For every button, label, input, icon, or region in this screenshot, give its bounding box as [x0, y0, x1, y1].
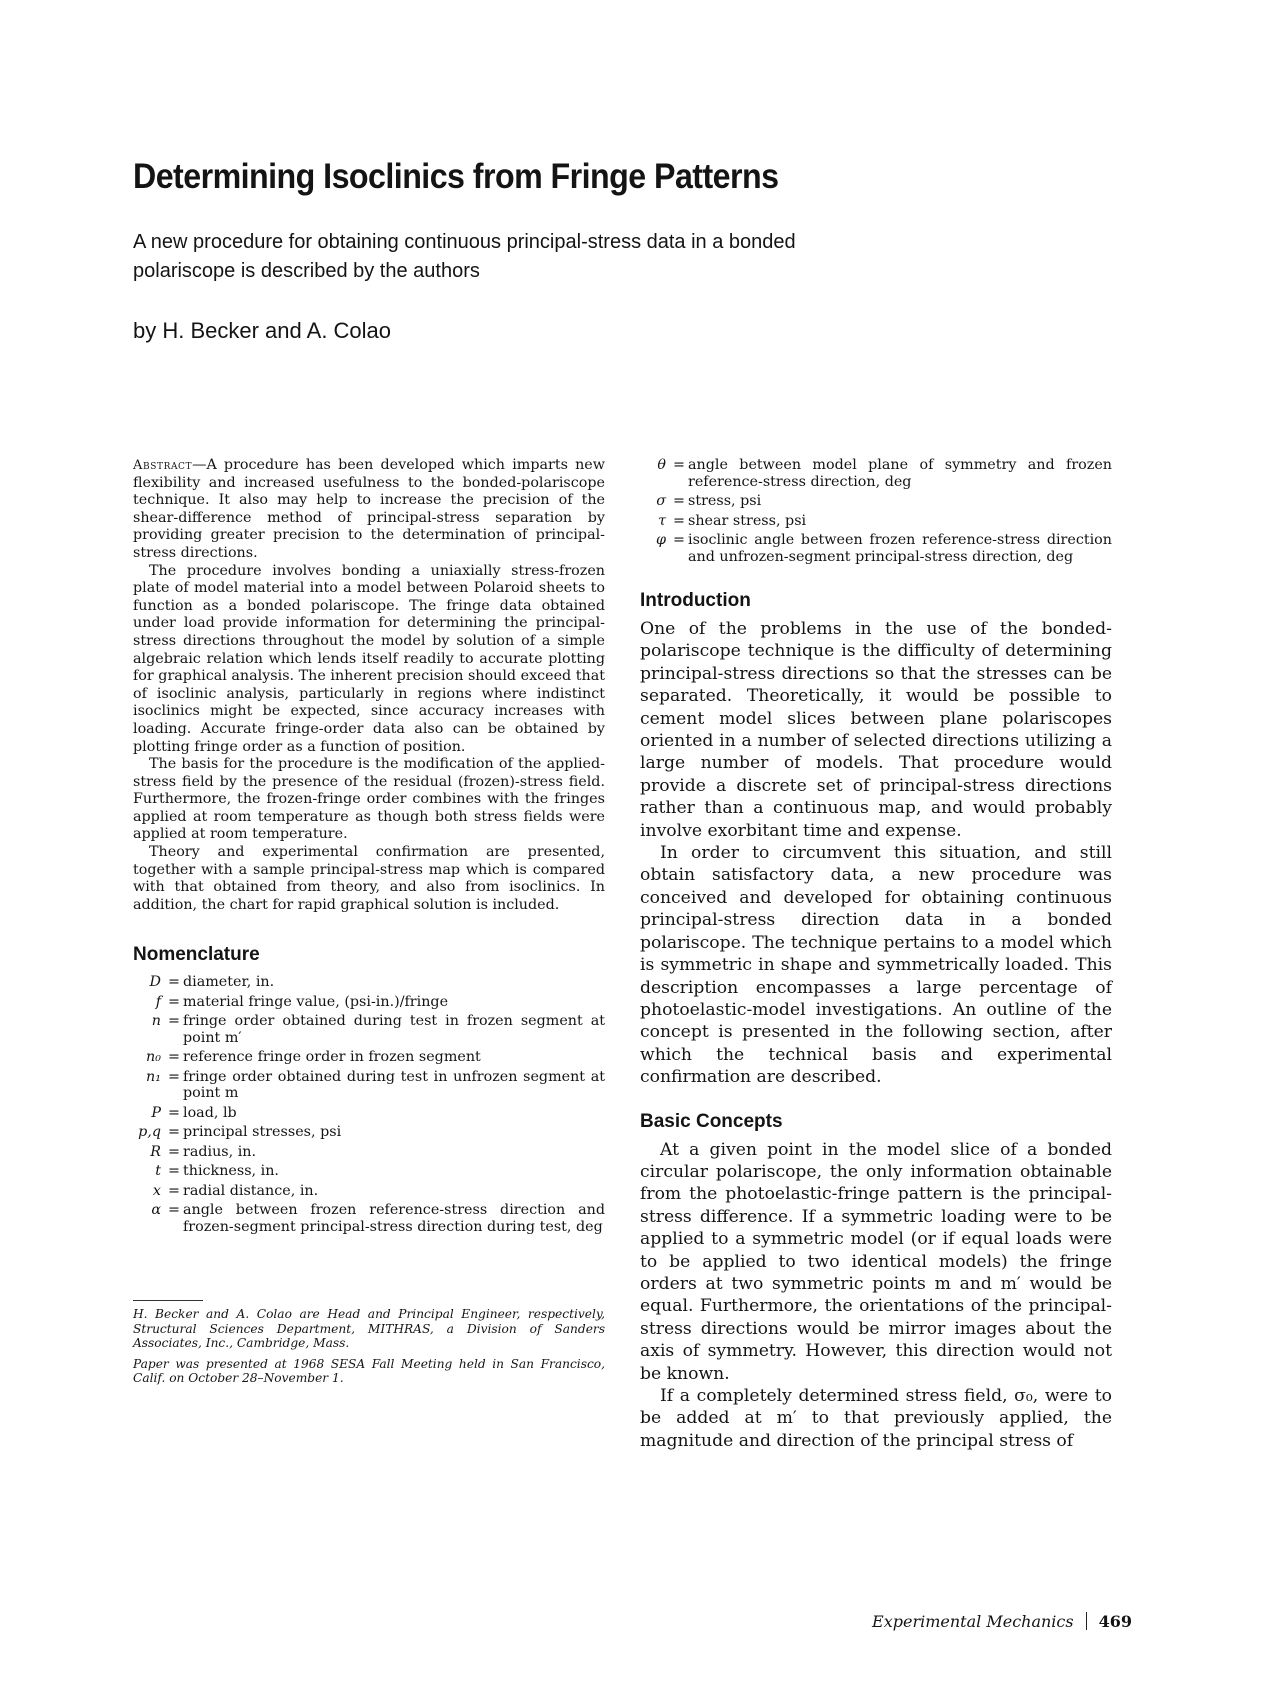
article-subtitle: A new procedure for obtaining continuous principal-stress data in a bonded polariscope is described by the authors [133, 231, 796, 282]
equals-sign: = [673, 512, 685, 529]
nomenclature-symbol: t [155, 1163, 161, 1180]
equals-sign: = [673, 532, 685, 548]
footer-divider [1086, 1612, 1087, 1630]
nomenclature-symbol: τ [658, 512, 666, 529]
nomenclature-definition: material fringe value, (psi-in.)/fringe [183, 993, 449, 1010]
equals-sign: = [168, 1049, 180, 1066]
nomenclature-entry [133, 1105, 605, 1125]
equals-sign: = [168, 1202, 180, 1219]
abstract-paragraph [133, 457, 605, 563]
nomenclature-symbol: f [155, 993, 161, 1010]
nomenclature-list [133, 974, 605, 1238]
nomenclature-definition: reference fringe order in frozen segment [183, 1049, 481, 1066]
article-title: Determining Isoclinics from Fringe Patterns [133, 157, 779, 197]
equals-sign: = [168, 1182, 180, 1199]
nomenclature-entry [133, 1013, 605, 1049]
abstract-paragraph: The basis for the procedure is the modification of the applied-stress field by the presence of the residual (frozen)-stress field. Furthermore, the frozen-fringe order combines with the fringes applied at room temperature as though both stress fields were applied at room temperature. [133, 756, 605, 843]
equals-sign: = [168, 993, 180, 1010]
nomenclature-symbol: σ [656, 493, 666, 509]
nomenclature-entry [133, 1124, 605, 1144]
footnote-rule [133, 1300, 203, 1301]
nomenclature-symbol: P [151, 1104, 161, 1121]
nomenclature-entry [133, 974, 605, 994]
nomenclature-symbol: φ [655, 532, 666, 548]
nomenclature-definition: load, lb [183, 1104, 237, 1121]
basic-concepts-heading: Basic Concepts [640, 1110, 783, 1132]
nomenclature-definition: shear stress, psi [688, 512, 807, 529]
abstract [133, 457, 605, 914]
nomenclature-definition: radius, in. [183, 1143, 257, 1160]
journal-name: Experimental Mechanics [872, 1612, 1074, 1631]
nomenclature-symbol: θ [657, 457, 666, 473]
nomenclature-definition: stress, psi [688, 493, 762, 509]
nomenclature-entry [133, 994, 605, 1014]
nomenclature-entry [640, 457, 1112, 493]
right-column [640, 457, 1112, 1452]
nomenclature-symbol: α [151, 1202, 161, 1219]
meeting-footnote: Paper was presented at 1968 SESA Fall Meeting held in San Francisco, Calif. on October 28–November 1. [133, 1356, 605, 1386]
basic-concepts-paragraph: At a given point in the model slice of a bonded circular polariscope, the only information obtainable from the photoelastic-fringe pattern is the principal-stress difference. If a symmetric loading were to be applied to a symmetric model (or if equal loads were to be applied to two identical models) the fringe orders at two symmetric points m and m′ would be equal. Furthermore, the orientations of the principal-stress directions would be mirror images about the axis of symmetry. However, this direction would not be known. [640, 1139, 1112, 1384]
byline: by H. Becker and A. Colao [133, 318, 392, 343]
nomenclature-definition: fringe order obtained during test in frozen segment at point m′ [183, 1013, 605, 1046]
nomenclature-entry [133, 1202, 605, 1238]
nomenclature-entry [640, 532, 1112, 568]
nomenclature-definition: radial distance, in. [183, 1182, 319, 1199]
nomenclature-symbol: n₁ [146, 1068, 161, 1085]
nomenclature-entry [133, 1049, 605, 1069]
abstract-text: —A procedure has been developed which imparts new flexibility and increased usefulness to the bonded-polariscope technique. It also may help to increase the precision of the shear-difference method of principal-stress separation by providing greater precision to the determination of principal-stress directions. [133, 457, 605, 561]
nomenclature-definition: angle between frozen reference-stress direction and frozen-segment principal-stress direction during test, deg [183, 1202, 605, 1235]
nomenclature-definition: fringe order obtained during test in unfrozen segment at point m [183, 1068, 605, 1102]
nomenclature-symbol: n [151, 1013, 161, 1030]
nomenclature-symbol: x [152, 1182, 161, 1199]
equals-sign: = [168, 1104, 180, 1121]
abstract-label: Abstract [133, 458, 193, 473]
author-footnote: H. Becker and A. Colao are Head and Principal Engineer, respectively, Structural Sciences Department, MITHRAS, a Division of Sanders Associates, Inc., Cambridge, Mass. [133, 1307, 605, 1351]
nomenclature-symbol: R [150, 1143, 161, 1160]
nomenclature-definition: principal stresses, psi [183, 1124, 342, 1141]
equals-sign: = [168, 1124, 180, 1141]
nomenclature-symbol: D [149, 974, 161, 991]
introduction-paragraph: In order to circumvent this situation, and still obtain satisfactory data, a new procedure was conceived and developed for obtaining continuous principal-stress direction data in a bonded polariscope. The technique pertains to a model which is symmetric in shape and symmetrically loaded. This description encompasses a large percentage of photoelastic-model investigations. An outline of the concept is presented in the following section, after which the technical basis and experimental confirmation are described. [640, 843, 1112, 1088]
nomenclature-definition: isoclinic angle between frozen reference-stress direction and unfrozen-segment principal-stress direction, deg [688, 532, 1112, 565]
equals-sign: = [168, 1068, 180, 1085]
nomenclature-heading: Nomenclature [133, 944, 260, 966]
nomenclature-entry [640, 493, 1112, 513]
equals-sign: = [673, 457, 685, 473]
nomenclature-entry [133, 1069, 605, 1105]
nomenclature-list-continued [640, 457, 1112, 568]
introduction-heading: Introduction [640, 590, 751, 611]
equals-sign: = [168, 974, 180, 991]
page-footer [872, 1612, 1132, 1631]
equals-sign: = [168, 1163, 180, 1180]
left-column [133, 457, 605, 1392]
page-number: 469 [1098, 1612, 1132, 1631]
nomenclature-entry [640, 513, 1112, 533]
equals-sign: = [673, 493, 685, 509]
introduction-paragraph: One of the problems in the use of the bonded-polariscope technique is the difficulty of determining principal-stress directions so that the stresses can be separated. Theoretically, it would be possible to cement model slices between plane polariscopes oriented in a number of selected directions utilizing a large number of models. That procedure would provide a discrete set of principal-stress directions rather than a continuous map, and would probably involve exorbitant time and expense. [640, 619, 1112, 841]
abstract-paragraph: Theory and experimental confirmation are presented, together with a sample principal-stress map which is compared with that obtained from theory, and also from isoclinics. In addition, the chart for rapid graphical solution is included. [133, 844, 605, 913]
nomenclature-definition: diameter, in. [183, 974, 275, 991]
equals-sign: = [168, 1143, 180, 1160]
nomenclature-entry [133, 1183, 605, 1203]
nomenclature-entry [133, 1144, 605, 1164]
basic-concepts-paragraph: If a completely determined stress field, σ₀, were to be added at m′ to that previously applied, the magnitude and direction of the principal stress of [640, 1386, 1112, 1451]
nomenclature-symbol: p,q [138, 1124, 161, 1141]
nomenclature-entry [133, 1163, 605, 1183]
nomenclature-definition: thickness, in. [183, 1163, 279, 1180]
abstract-paragraph: The procedure involves bonding a uniaxially stress-frozen plate of model material into a model between Polaroid sheets to function as a bonded polariscope. The fringe data obtained under load provide information for determining the principal-stress directions throughout the model by solution of a simple algebraic relation which lends itself readily to accurate plotting for graphical analysis. The inherent precision should exceed that of isoclinic analysis, particularly in regions where indistinct isoclinics might be expected, since accuracy increases with loading. Accurate fringe-order data also can be obtained by plotting fringe order as a function of position. [133, 562, 605, 755]
nomenclature-symbol: n₀ [146, 1049, 161, 1066]
equals-sign: = [168, 1013, 180, 1030]
nomenclature-definition: angle between model plane of symmetry and frozen reference-stress direction, deg [688, 457, 1112, 490]
